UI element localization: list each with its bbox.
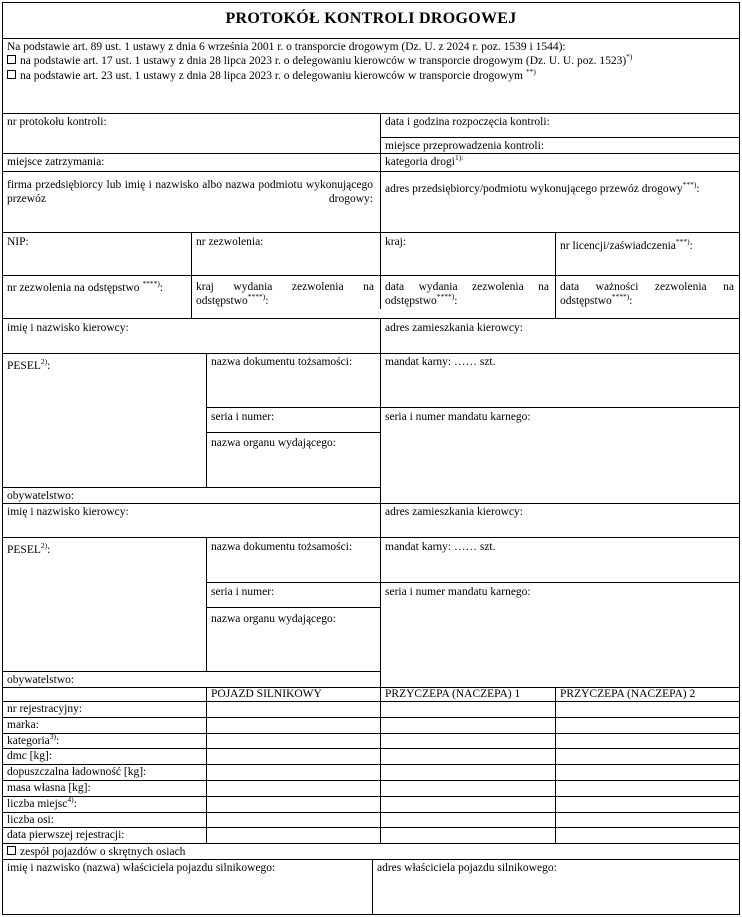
driver1-name-label: imię i nazwisko kierowcy: — [7, 322, 129, 334]
license-number-label: nr licencji/zaświadczenia***): — [560, 237, 693, 252]
owner-address-label: adres właściciela pojazdu silnikowego: — [377, 862, 557, 874]
divider — [206, 353, 207, 487]
stop-place-label: miejsce zatrzymania: — [7, 156, 105, 168]
divider — [2, 38, 740, 39]
divider — [206, 407, 740, 408]
articulated-option: zespół pojazdów o skrętnych osiach — [7, 846, 185, 859]
derogation-issue-date-label: data wydania zezwolenia na odstępstwo****): — [385, 281, 549, 307]
vehicle-row-divider — [2, 812, 740, 813]
divider — [2, 353, 740, 354]
divider — [2, 503, 740, 504]
driver1-address-label: adres zamieszkania kierowcy: — [385, 322, 523, 334]
legal-basis-option-1: na podstawie art. 17 ust. 1 ustawy z dnia 28 lipca 2023 r. o delegowaniu kierowców w transporcie drogowym (Dz. U. U. poz. 1523)*) — [7, 55, 632, 68]
divider — [2, 318, 740, 319]
divider — [206, 607, 380, 608]
divider — [206, 582, 740, 583]
driver2-fine-label: mandat karny: …… szt. — [385, 541, 496, 553]
vehicle-row-label: data pierwszej rejestracji: — [7, 829, 125, 842]
driver1-id-doc-label: nazwa dokumentu tożsamości: — [211, 356, 353, 368]
country-label: kraj: — [385, 236, 407, 248]
vehicle-row-label: marka: — [7, 718, 39, 731]
divider — [206, 537, 207, 671]
protocol-number-label: nr protokołu kontroli: — [7, 116, 107, 128]
driver2-series-label: seria i numer: — [211, 586, 275, 598]
vehicle-row-divider — [2, 780, 740, 781]
vehicle-row-divider — [2, 827, 740, 828]
divider — [380, 537, 381, 687]
vehicle-row-divider — [2, 764, 740, 765]
divider — [206, 432, 380, 433]
divider — [372, 859, 373, 915]
derogation-country-label: kraj wydania zezwolenia na odstępstwo****): — [196, 281, 374, 307]
vehicle-row-label: masa własna [kg]: — [7, 782, 91, 794]
column-header-motor-vehicle: POJAZD SILNIKOWY — [211, 688, 322, 700]
driver1-fine-label: mandat karny: …… szt. — [385, 356, 496, 368]
driver2-name-label: imię i nazwisko kierowcy: — [7, 506, 129, 518]
vehicle-row-label: liczba miejsc$^{4)}$: — [7, 794, 77, 810]
divider — [2, 843, 740, 844]
divider — [2, 859, 740, 860]
divider — [2, 113, 740, 114]
form-title: PROTOKÓŁ KONTROLI DROGOWEJ — [225, 10, 517, 27]
nip-label: NIP: — [7, 236, 29, 248]
company-address-label: adres przedsiębiorcy/podmiotu wykonującego przewóz drogowy***): — [385, 180, 700, 195]
driver1-series-label: seria i numer: — [211, 411, 275, 423]
divider — [2, 275, 740, 276]
divider — [2, 171, 740, 172]
vehicle-row-divider — [2, 717, 740, 718]
divider — [380, 113, 381, 309]
derogation-number-label: nr zezwolenia na odstępstwo ****): — [7, 279, 164, 294]
driver2-citizenship-label: obywatelstwo: — [7, 674, 75, 686]
owner-name-label: imię i nazwisko (nazwa) właściciela pojazdu silnikowego: — [7, 862, 276, 874]
divider — [2, 701, 740, 702]
driver1-citizenship-label: obywatelstwo: — [7, 490, 75, 502]
permit-number-label: nr zezwolenia: — [196, 236, 264, 248]
vehicle-row-divider — [2, 796, 740, 797]
derogation-validity-label: data ważności zezwolenia na odstępstwo****): — [560, 281, 734, 307]
company-name-label: firma przedsiębiorcy lub imię i nazwisko albo nazwa podmiotu wykonującego przewóz drogowy: — [7, 179, 373, 205]
driver2-fine-series-label: seria i numer mandatu karnego: — [385, 586, 531, 598]
checkbox-articulated[interactable] — [7, 846, 16, 855]
divider — [2, 153, 740, 154]
vehicle-row-label: kategoria$^{3)}$: — [7, 731, 60, 747]
control-start-label: data i godzina rozpoczęcia kontroli: — [385, 116, 550, 128]
vehicle-row-divider — [2, 733, 740, 734]
divider — [380, 353, 381, 503]
divider — [2, 487, 380, 488]
driver1-issuer-label: nazwa organu wydającego: — [211, 437, 336, 449]
road-category-label: kategoria drogi$^{1):}$ — [385, 153, 464, 168]
driver2-id-doc-label: nazwa dokumentu tożsamości: — [211, 541, 353, 553]
divider — [380, 137, 740, 138]
driver2-pesel-label: PESEL$^{2)}$: — [7, 541, 51, 556]
vehicle-row-divider — [2, 748, 740, 749]
divider — [2, 537, 740, 538]
legal-basis-option-2: na podstawie art. 23 ust. 1 ustawy z dnia 28 lipca 2023 r. o delegowaniu kierowców w transporcie drogowym **) — [7, 70, 536, 83]
driver2-issuer-label: nazwa organu wydającego: — [211, 613, 336, 625]
column-header-trailer-2: PRZYCZEPA (NACZEPA) 2 — [560, 688, 696, 700]
driver1-fine-series-label: seria i numer mandatu karnego: — [385, 411, 531, 423]
control-place-label: miejsce przeprowadzenia kontroli: — [385, 140, 545, 152]
divider — [2, 232, 740, 233]
vehicle-row-label: dmc [kg]: — [7, 750, 53, 763]
divider — [380, 318, 381, 354]
column-header-trailer-1: PRZYCZEPA (NACZEPA) 1 — [385, 688, 521, 700]
driver2-address-label: adres zamieszkania kierowcy: — [385, 506, 523, 518]
vehicle-row-label: dopuszczalna ładowność [kg]: — [7, 766, 147, 779]
divider — [380, 503, 381, 538]
checkbox-delegation-art17[interactable] — [7, 55, 16, 64]
legal-basis-main: Na podstawie art. 89 ust. 1 ustawy z dnia 6 września 2001 r. o transporcie drogowym (Dz. U. z 2024 r. poz. 1539 i 1544): — [7, 41, 566, 53]
driver1-pesel-label: PESEL$^{2)}$: — [7, 357, 51, 372]
checkbox-delegation-art23[interactable] — [7, 70, 16, 79]
vehicle-row-label: liczba osi: — [7, 813, 54, 826]
divider — [2, 671, 380, 672]
vehicle-row-label: nr rejestracyjny: — [7, 703, 83, 715]
